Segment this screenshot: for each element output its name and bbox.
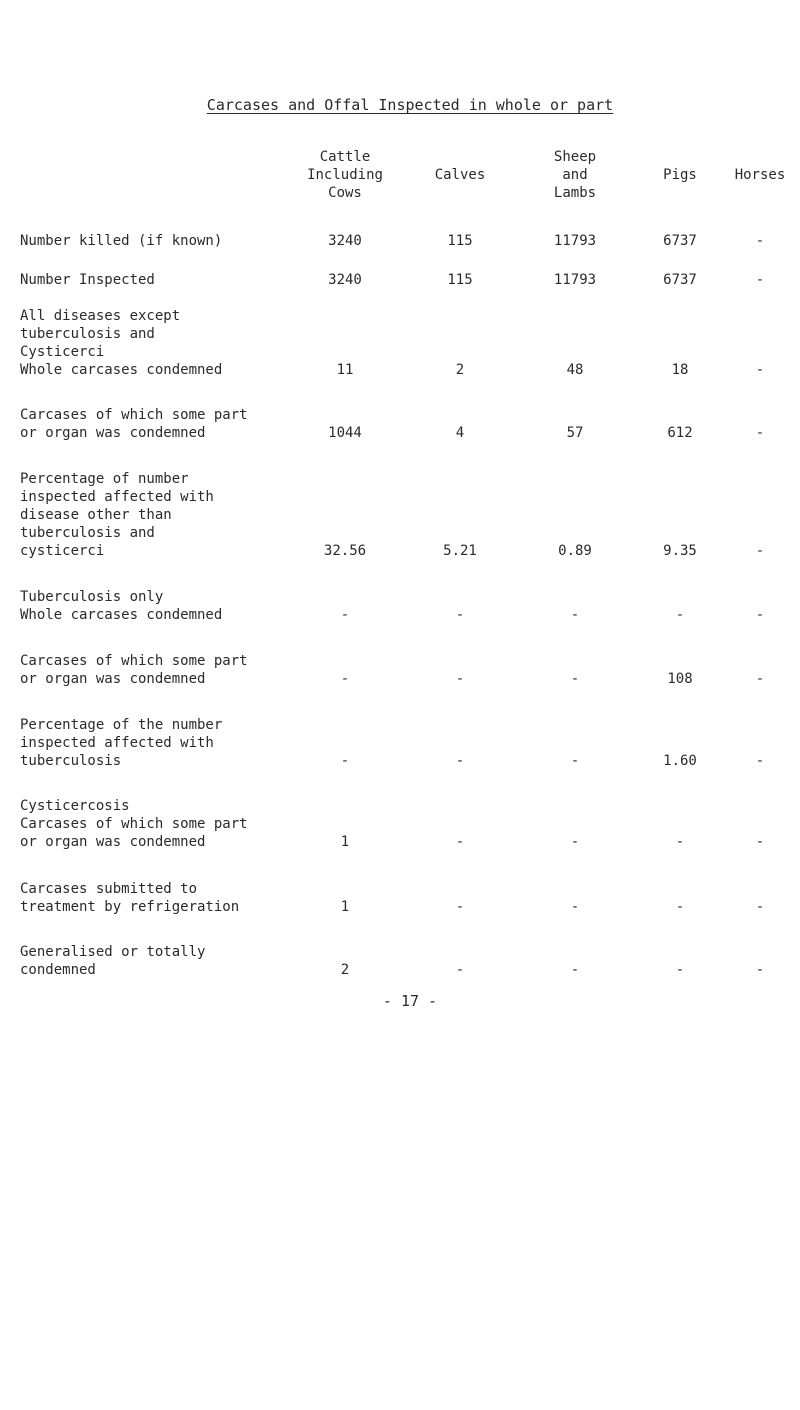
row-label-tb-percentage [20, 716, 310, 770]
header-sheep-line1: Sheep [553, 149, 597, 165]
cell-cattle: 1 [340, 899, 350, 915]
cell-pigs: 6737 [663, 272, 697, 288]
row-label-line: inspected affected with [20, 735, 214, 751]
row-label-line: tuberculosis and [20, 326, 155, 342]
cell-horses: - [755, 899, 765, 915]
row-label-line: or organ was condemned [20, 834, 206, 850]
cell-horses: - [755, 753, 765, 769]
row-label-line: inspected affected with [20, 489, 214, 505]
header-calves-line1: Calves [434, 167, 486, 183]
row-label-line: or organ was condemned [20, 425, 206, 441]
row-label-line: Carcases submitted to [20, 881, 198, 897]
header-pigs [630, 166, 730, 184]
cell-sheep: - [570, 834, 580, 850]
cell-pigs: 108 [667, 671, 693, 687]
row-label-line: Carcases of which some part [20, 816, 248, 832]
cell-sheep: 11793 [553, 233, 597, 249]
cell-sheep: 48 [566, 362, 584, 378]
header-horses-line1: Horses [734, 167, 786, 183]
cell-pigs: - [675, 899, 685, 915]
cell-cattle: 11 [336, 362, 354, 378]
row-label-all-diseases [20, 307, 310, 379]
cell-cattle: - [340, 753, 350, 769]
cell-calves: - [455, 671, 465, 687]
cell-pigs: - [675, 962, 685, 978]
cell-pigs: - [675, 607, 685, 623]
row-label-line: tuberculosis and [20, 525, 155, 541]
cell-sheep: 57 [566, 425, 584, 441]
row-label-line: Percentage of number [20, 471, 189, 487]
row-label-line: All diseases except [20, 308, 181, 324]
row-label-line: Carcases of which some part [20, 407, 248, 423]
header-sheep-line3: Lambs [553, 185, 597, 201]
cell-sheep: - [570, 753, 580, 769]
cell-calves: - [455, 962, 465, 978]
cell-cattle: - [340, 671, 350, 687]
page-number: - 17 - [382, 992, 438, 1010]
cell-calves: 4 [455, 425, 465, 441]
row-label-generalised [20, 943, 310, 979]
row-label-line: disease other than [20, 507, 172, 523]
cell-calves: 115 [447, 272, 473, 288]
row-label-line: Cysticerci [20, 344, 105, 360]
cell-calves: - [455, 899, 465, 915]
cell-cattle: 3240 [328, 233, 362, 249]
header-sheep [510, 148, 640, 202]
row-label-line: Whole carcases condemned [20, 362, 223, 378]
row-label-line: condemned [20, 962, 96, 978]
cell-calves: - [455, 834, 465, 850]
cell-cattle: - [340, 607, 350, 623]
row-label-line: Carcases of which some part [20, 653, 248, 669]
cell-calves: - [455, 753, 465, 769]
row-label-line: Cysticercosis [20, 798, 130, 814]
row-label-part-condemned [20, 406, 310, 442]
cell-calves: - [455, 607, 465, 623]
header-pigs-line1: Pigs [663, 167, 697, 183]
cell-sheep: - [570, 899, 580, 915]
row-label-line: Percentage of the number [20, 717, 223, 733]
header-cattle [290, 148, 400, 202]
cell-sheep: - [570, 607, 580, 623]
header-cattle-line3: Cows [328, 185, 362, 201]
row-label-line: Generalised or totally [20, 944, 206, 960]
cell-horses: - [755, 272, 765, 288]
page-title: Carcases and Offal Inspected in whole or part [206, 96, 614, 114]
header-calves [420, 166, 500, 184]
row-label-cysticercosis [20, 797, 310, 851]
cell-pigs: 1.60 [663, 753, 697, 769]
cell-horses: - [755, 425, 765, 441]
row-label-line: treatment by refrigeration [20, 899, 240, 915]
cell-calves: 2 [455, 362, 465, 378]
row-label-line: tuberculosis [20, 753, 122, 769]
row-label-line: Number Inspected [20, 272, 155, 288]
cell-calves: 115 [447, 233, 473, 249]
cell-horses: - [755, 362, 765, 378]
cell-pigs: 612 [667, 425, 693, 441]
cell-pigs: - [675, 834, 685, 850]
cell-sheep: - [570, 962, 580, 978]
cell-pigs: 9.35 [663, 543, 697, 559]
cell-sheep: 11793 [553, 272, 597, 288]
cell-horses: - [755, 834, 765, 850]
cell-cattle: 32.56 [323, 543, 367, 559]
header-sheep-line2: and [562, 167, 588, 183]
row-label-number-killed [20, 232, 310, 250]
row-label-percentage-other [20, 470, 310, 560]
cell-horses: - [755, 543, 765, 559]
row-label-line: Tuberculosis only [20, 589, 164, 605]
cell-cattle: 3240 [328, 272, 362, 288]
header-cattle-line2: Including [307, 167, 383, 183]
row-label-line: Whole carcases condemned [20, 607, 223, 623]
header-cattle-line1: Cattle [319, 149, 371, 165]
cell-pigs: 18 [671, 362, 689, 378]
cell-pigs: 6737 [663, 233, 697, 249]
cell-horses: - [755, 233, 765, 249]
cell-cattle: 1 [340, 834, 350, 850]
cell-horses: - [755, 607, 765, 623]
cell-horses: - [755, 962, 765, 978]
cell-cattle: 2 [340, 962, 350, 978]
row-label-line: cysticerci [20, 543, 105, 559]
row-label-number-inspected [20, 271, 310, 289]
row-label-line: Number killed (if known) [20, 233, 223, 249]
row-label-line: or organ was condemned [20, 671, 206, 687]
row-label-refrigeration [20, 880, 310, 916]
header-horses [720, 166, 800, 184]
cell-sheep: 0.89 [558, 543, 592, 559]
row-label-tb-part-condemned [20, 652, 310, 688]
cell-cattle: 1044 [328, 425, 362, 441]
cell-sheep: - [570, 671, 580, 687]
cell-horses: - [755, 671, 765, 687]
cell-calves: 5.21 [443, 543, 477, 559]
row-label-tuberculosis-only [20, 588, 310, 624]
